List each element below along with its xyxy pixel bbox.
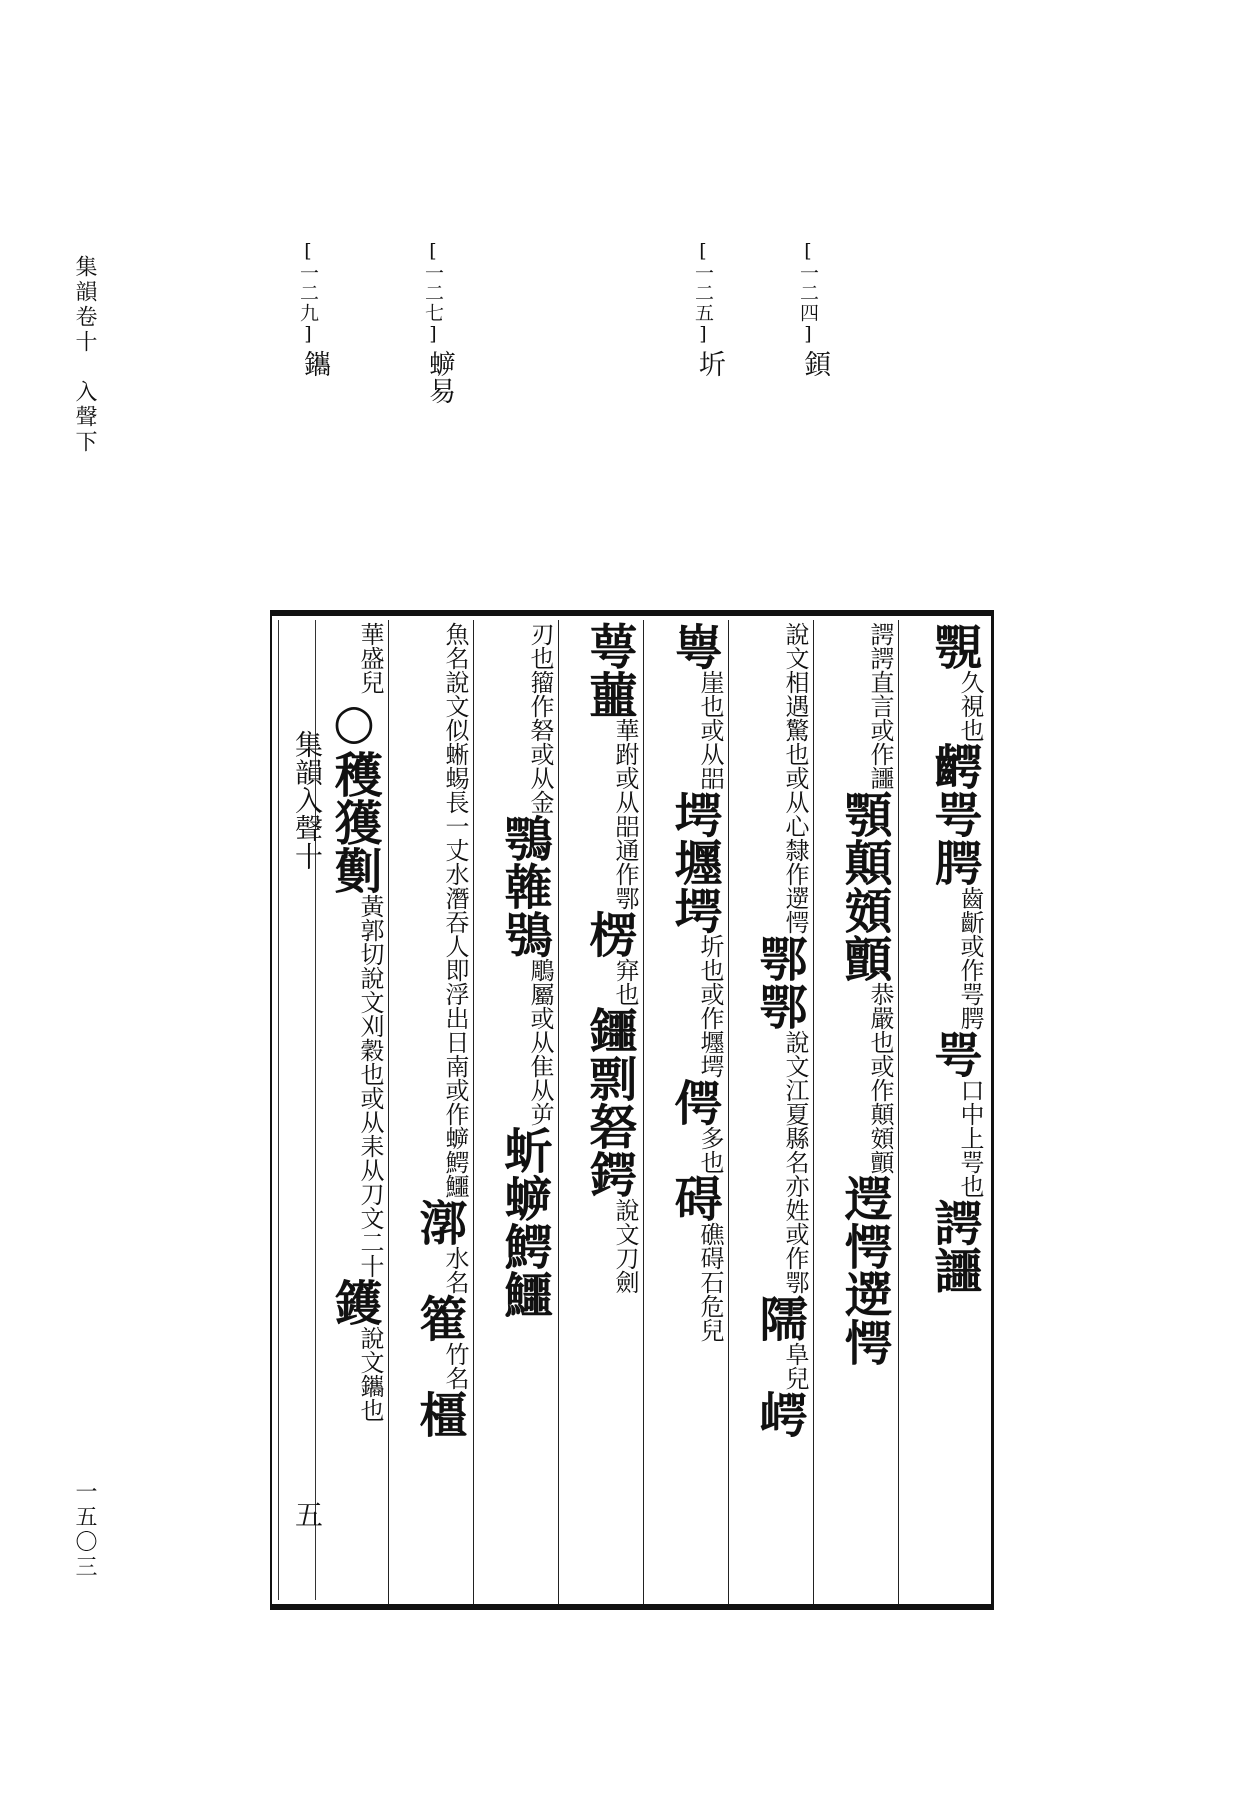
- column-rule: [728, 620, 729, 1604]
- collation-note: [795, 240, 839, 377]
- text-column: [493, 622, 555, 1602]
- gloss: 恭嚴也或作顛頞顫: [866, 982, 894, 1174]
- margin-title: 集韻入聲十: [291, 730, 324, 870]
- note-text: 鑴: [299, 350, 330, 377]
- headword: 剽砮鍔: [581, 1054, 637, 1198]
- gloss: 口中上咢也: [956, 1078, 984, 1198]
- text-column: [663, 622, 725, 1602]
- headword: 顎顛頞顫: [836, 790, 892, 982]
- collation-note: [295, 240, 339, 377]
- text-column: [923, 622, 985, 1602]
- page-number: 一五〇三: [72, 1480, 97, 1580]
- gloss: 華跗或从㗊通作鄂: [611, 718, 639, 910]
- note-number: [一二七]: [422, 240, 444, 346]
- margin-leaf-number: 五: [291, 1500, 324, 1528]
- headword: 鑩: [581, 1006, 637, 1054]
- headword: 鄂鄂: [751, 934, 807, 1030]
- headword: 㟧: [666, 622, 722, 670]
- gloss: 阜兒: [781, 1342, 809, 1390]
- gloss: 礁碍石危兒: [696, 1222, 724, 1342]
- gloss: 穽也: [611, 958, 639, 1006]
- column-rule: [558, 620, 559, 1604]
- headword: 偔: [666, 1078, 722, 1126]
- headword: 隭: [751, 1294, 807, 1342]
- note-text: 顉: [799, 350, 830, 377]
- text-column: [408, 622, 470, 1602]
- headword: 蚚蝷鰐鱷: [496, 1126, 552, 1318]
- headword: 漷: [411, 1198, 467, 1246]
- side-title: 集韻卷十 入聲下: [72, 255, 97, 455]
- headword: 楞: [581, 910, 637, 958]
- headword: 齶咢腭: [926, 742, 982, 886]
- collation-note: [690, 240, 734, 377]
- gloss: 鵰屬或从隹从屰: [526, 958, 554, 1126]
- gloss: 黃郭切說文刈穀也或从耒从刀文二十: [356, 894, 384, 1278]
- note-number: [一二九]: [297, 240, 319, 346]
- gloss: 說文刀劍: [611, 1198, 639, 1294]
- gloss: 說文相遇驚也或从心隸作遻愕: [781, 622, 809, 934]
- gloss: 諤諤直言或作讍: [866, 622, 894, 790]
- note-text: 蝷易: [424, 350, 455, 404]
- headword: 碍: [666, 1174, 722, 1222]
- headword: 諤讍: [926, 1198, 982, 1294]
- note-number: [一二五]: [692, 240, 714, 346]
- headword: 覨: [926, 622, 982, 670]
- text-block: [270, 610, 994, 1610]
- text-column: [833, 622, 895, 1602]
- headword: 咢: [926, 1030, 982, 1078]
- gloss: 竹名: [441, 1342, 469, 1390]
- column-rule: [388, 620, 389, 1604]
- headword: 遌愕遻愕: [836, 1174, 892, 1366]
- gloss: 圻也或作壥堮: [696, 934, 724, 1078]
- gloss: 說文鑴也: [356, 1326, 384, 1422]
- column-rule: [898, 620, 899, 1604]
- column-rule: [643, 620, 644, 1604]
- gloss: 多也: [696, 1126, 724, 1174]
- text-column: [323, 622, 385, 1602]
- gloss: 刃也籀作砮或从金: [526, 622, 554, 814]
- gloss: 華盛兒: [356, 622, 384, 694]
- gloss: 久視也: [956, 670, 984, 742]
- gloss: 水名: [441, 1246, 469, 1294]
- collation-note: [420, 240, 464, 404]
- gloss: 齒齗或作咢腭: [956, 886, 984, 1030]
- headword: ○穫獲劐: [326, 694, 382, 894]
- headword: 鑊: [326, 1278, 382, 1326]
- headword: 崿: [751, 1390, 807, 1438]
- headword: 萼蘁: [581, 622, 637, 718]
- headword: 堮壥堮: [666, 790, 722, 934]
- gloss: 魚名說文似蜥蜴長一丈水潛吞人即浮出日南或作蝷鰐鱷: [441, 622, 469, 1198]
- text-column: [748, 622, 810, 1602]
- column-rule: [813, 620, 814, 1604]
- note-text: 圻: [694, 350, 725, 377]
- fold-margin: [278, 620, 324, 1600]
- headword: 鶚雗鴞: [496, 814, 552, 958]
- gloss: 崖也或从㗊: [696, 670, 724, 790]
- note-number: [一二四]: [797, 240, 819, 346]
- headword: 篧: [411, 1294, 467, 1342]
- column-rule: [473, 620, 474, 1604]
- text-column: [578, 622, 640, 1602]
- headword: 橿: [411, 1390, 467, 1438]
- gloss: 說文江夏縣名亦姓或作鄂: [781, 1030, 809, 1294]
